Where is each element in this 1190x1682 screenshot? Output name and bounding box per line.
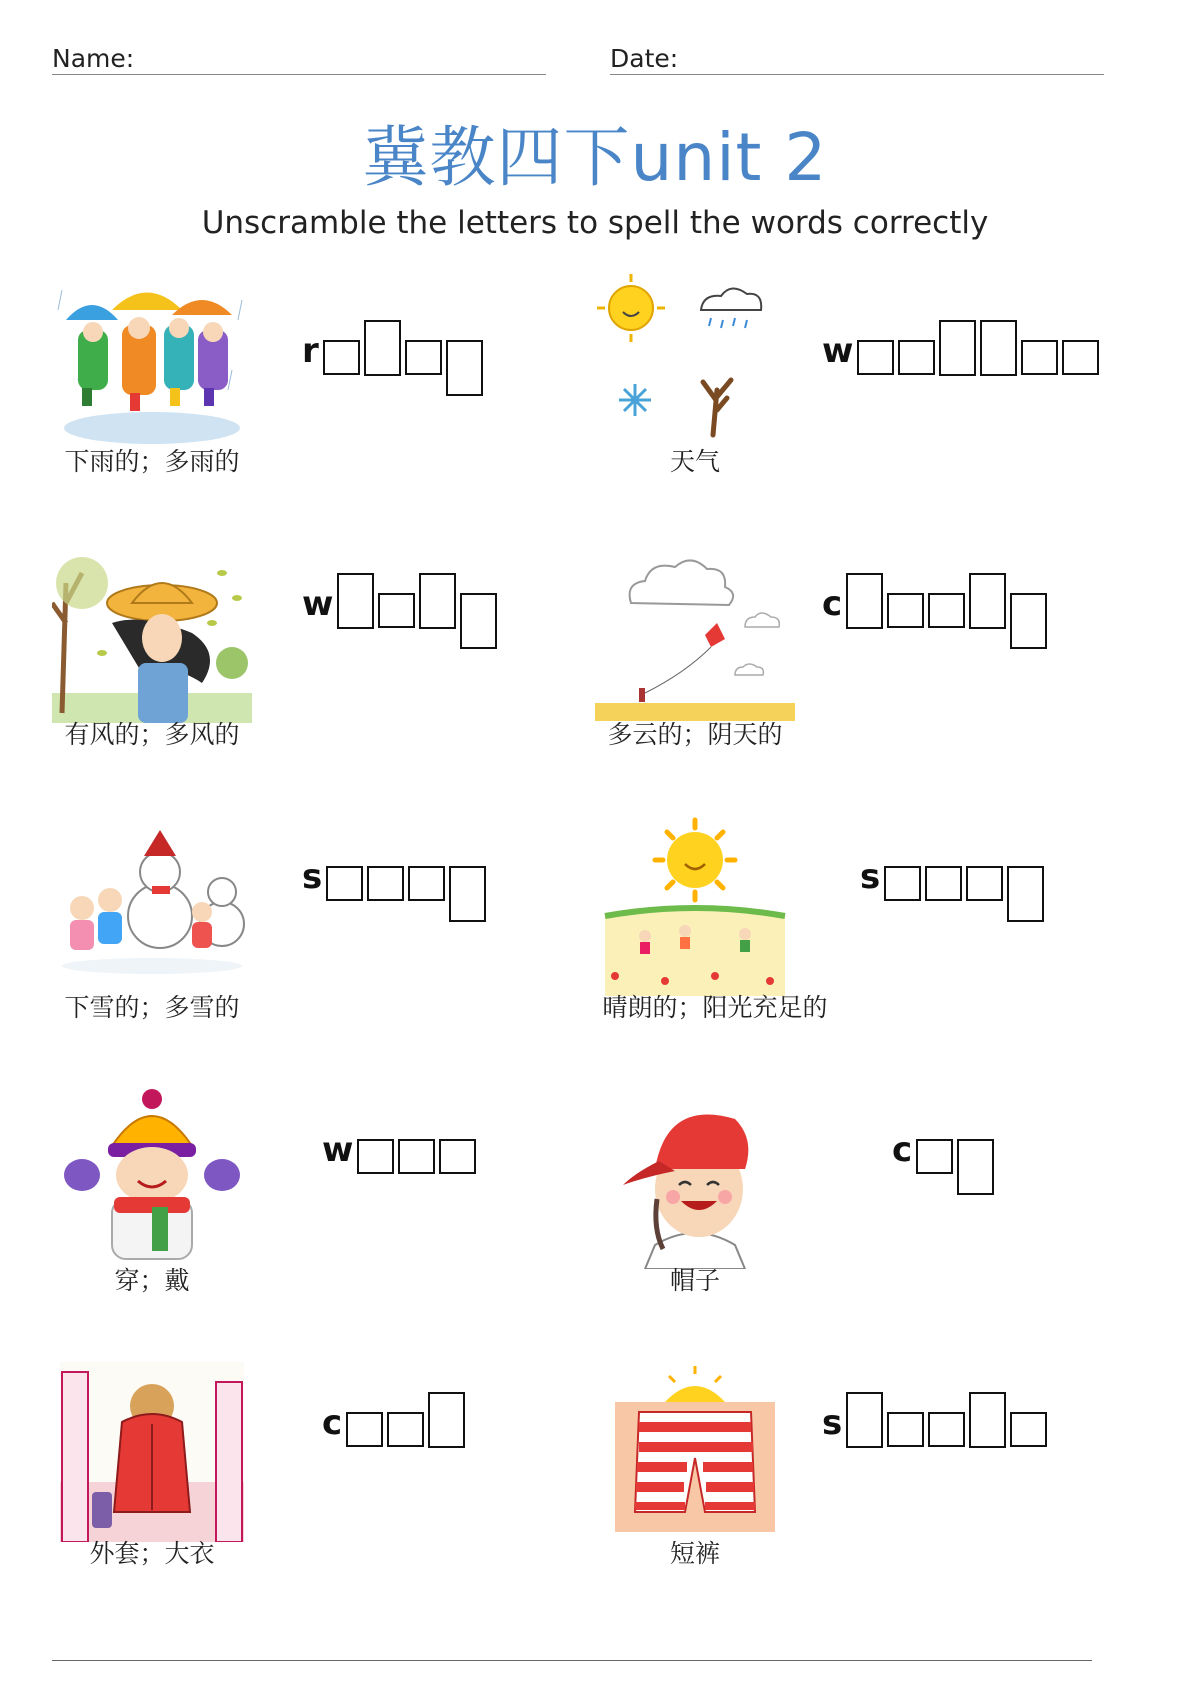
letter-box[interactable] (846, 573, 883, 629)
letter-box[interactable] (428, 1392, 465, 1448)
letter-box[interactable] (387, 1412, 424, 1447)
letter-box[interactable] (925, 866, 962, 901)
letter-box[interactable] (367, 866, 404, 901)
letter-box[interactable] (446, 340, 483, 396)
rainy-kids-picture (52, 270, 252, 450)
winter-child-picture (52, 1089, 252, 1269)
first-letter: c (322, 1403, 343, 1443)
unscramble-answer[interactable] (302, 573, 501, 649)
date-label: Date: (610, 44, 679, 73)
first-letter: c (892, 1130, 913, 1170)
first-letter: c (822, 584, 843, 624)
first-letter: w (302, 584, 334, 624)
word-item (595, 270, 1190, 543)
page-title: 冀教四下unit 2 (362, 119, 828, 196)
word-meaning: 外套；大衣 (89, 1539, 215, 1568)
letter-box[interactable] (969, 1392, 1006, 1448)
unscramble-answer[interactable] (892, 1119, 998, 1195)
letter-box[interactable] (378, 593, 415, 628)
letter-box[interactable] (846, 1392, 883, 1448)
word-item (0, 270, 595, 543)
first-letter: r (302, 331, 319, 371)
unscramble-answer[interactable] (822, 1392, 1051, 1448)
letter-box[interactable] (980, 320, 1017, 376)
letter-box[interactable] (1010, 1412, 1047, 1447)
letter-box[interactable] (928, 1412, 965, 1447)
unscramble-answer[interactable] (302, 320, 487, 396)
name-field[interactable] (52, 74, 546, 75)
letter-box[interactable] (346, 1412, 383, 1447)
footer-divider (52, 1660, 1092, 1661)
snowman-kids-picture (52, 816, 252, 996)
unscramble-answer[interactable] (322, 1119, 480, 1174)
letter-box[interactable] (337, 573, 374, 629)
word-item (595, 816, 1190, 1089)
letter-box[interactable] (323, 340, 360, 375)
letter-box[interactable] (326, 866, 363, 901)
letter-box[interactable] (460, 593, 497, 649)
word-meaning: 天气 (669, 447, 720, 476)
letter-box[interactable] (928, 593, 965, 628)
unscramble-answer[interactable] (822, 320, 1103, 376)
word-item (0, 816, 595, 1089)
letter-box[interactable] (1062, 340, 1099, 375)
first-letter: s (302, 857, 323, 897)
unscramble-answer[interactable] (860, 846, 1048, 922)
unscramble-answer[interactable] (302, 846, 490, 922)
word-item (0, 1089, 595, 1362)
letter-box[interactable] (1010, 593, 1047, 649)
red-coat-picture (52, 1362, 252, 1542)
first-letter: s (860, 857, 881, 897)
windy-girl-picture (52, 543, 252, 723)
red-cap-child-picture (595, 1089, 795, 1269)
instructions: Unscramble the letters to spell the words correctly (201, 205, 989, 241)
letter-box[interactable] (887, 1412, 924, 1447)
word-meaning: 帽子 (669, 1266, 720, 1295)
word-meaning: 多云的；阴天的 (607, 720, 783, 749)
word-item (0, 543, 595, 816)
striped-shorts-picture (595, 1362, 795, 1542)
word-meaning: 有风的；多风的 (64, 720, 240, 749)
unscramble-answer[interactable] (322, 1392, 469, 1448)
letter-box[interactable] (857, 340, 894, 375)
letter-box[interactable] (898, 340, 935, 375)
letter-box[interactable] (1021, 340, 1058, 375)
letter-box[interactable] (916, 1139, 953, 1174)
letter-box[interactable] (357, 1139, 394, 1174)
word-meaning: 晴朗的；阳光充足的 (602, 993, 828, 1022)
first-letter: w (822, 331, 854, 371)
letter-box[interactable] (449, 866, 486, 922)
cloudy-kite-picture (595, 543, 795, 723)
date-field[interactable] (610, 74, 1104, 75)
letter-box[interactable] (364, 320, 401, 376)
word-item (595, 1362, 1190, 1635)
sunny-field-picture (595, 816, 795, 996)
first-letter: w (322, 1130, 354, 1170)
letter-box[interactable] (969, 573, 1006, 629)
word-meaning: 下雨的；多雨的 (64, 447, 240, 476)
letter-box[interactable] (1007, 866, 1044, 922)
word-meaning: 短裤 (669, 1539, 720, 1568)
letter-box[interactable] (408, 866, 445, 901)
word-item (595, 543, 1190, 816)
first-letter: s (822, 1403, 843, 1443)
unscramble-answer[interactable] (822, 573, 1051, 649)
letter-box[interactable] (439, 1139, 476, 1174)
word-item (595, 1089, 1190, 1362)
letter-box[interactable] (419, 573, 456, 629)
word-item (0, 1362, 595, 1635)
word-meaning: 下雪的；多雪的 (64, 993, 240, 1022)
letter-box[interactable] (957, 1139, 994, 1195)
letter-box[interactable] (939, 320, 976, 376)
weather-icons-picture (595, 270, 795, 450)
letter-box[interactable] (398, 1139, 435, 1174)
letter-box[interactable] (884, 866, 921, 901)
letter-box[interactable] (887, 593, 924, 628)
letter-box[interactable] (966, 866, 1003, 901)
word-meaning: 穿；戴 (114, 1266, 190, 1295)
name-label: Name: (52, 44, 135, 73)
letter-box[interactable] (405, 340, 442, 375)
